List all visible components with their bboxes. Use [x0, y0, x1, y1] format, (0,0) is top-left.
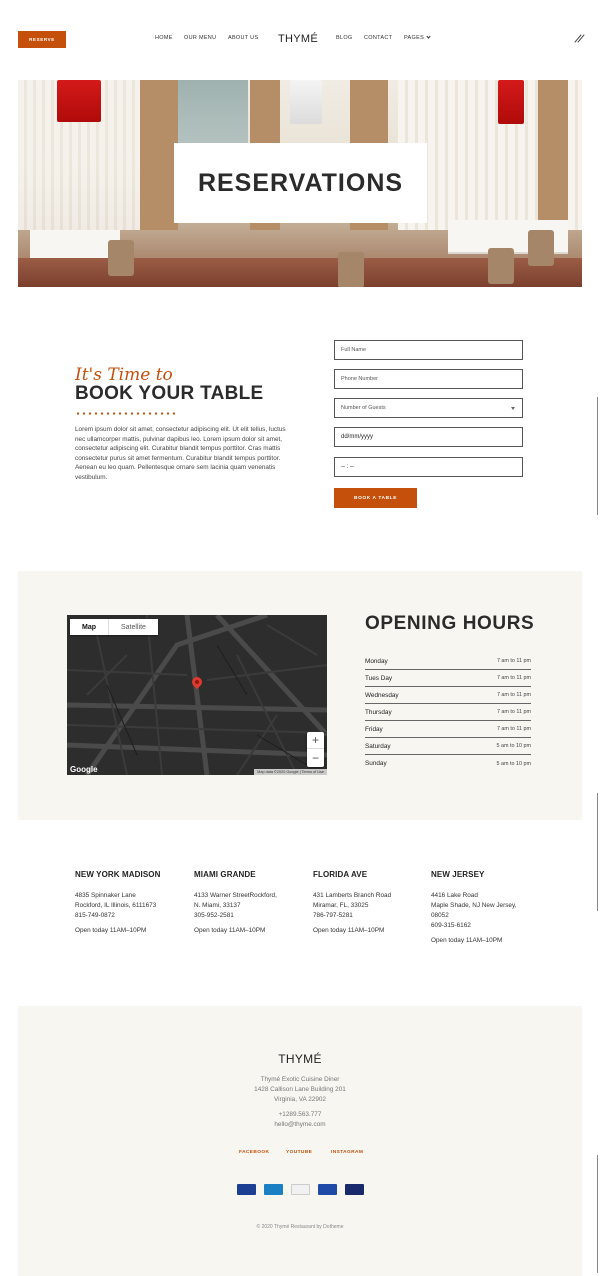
hours-row	[365, 721, 531, 738]
nav-contact[interactable]: CONTACT	[364, 35, 393, 41]
nav-our-menu[interactable]: OUR MENU	[184, 35, 217, 41]
footer-address: 1428 Callison Lane Building 201	[254, 1086, 346, 1093]
booking-title: BOOK YOUR TABLE	[75, 383, 264, 404]
opening-hours-title: OPENING HOURS	[365, 613, 535, 634]
zoom-out-button[interactable]: −	[311, 750, 319, 765]
location-address: N. Miami, 33137	[194, 902, 241, 909]
location-address: 08052	[431, 912, 449, 919]
location-phone[interactable]: 305-952-2581	[194, 912, 234, 919]
book-table-button[interactable]: BOOK A TABLE	[334, 488, 417, 508]
map-zoom-control	[307, 732, 324, 767]
location-name: MIAMI GRANDE	[194, 870, 256, 879]
hours-day: Tues Day	[365, 674, 393, 682]
location-new-york	[75, 870, 185, 934]
location-phone[interactable]: 786-797-5281	[313, 912, 353, 919]
hours-day: Wednesday	[365, 691, 399, 699]
hours-time: 7 am to 11 pm	[496, 658, 531, 664]
nav-blog[interactable]: BLOG	[336, 35, 353, 41]
google-logo: Google	[70, 765, 98, 774]
hours-time: 7 am to 11 pm	[496, 675, 531, 681]
hours-row	[365, 755, 531, 772]
hours-time: 7 am to 11 pm	[496, 726, 531, 732]
hours-row	[365, 704, 531, 721]
location-new-jersey	[431, 870, 541, 944]
time-input[interactable]: -- : --	[334, 457, 523, 477]
discover-card-icon	[291, 1184, 310, 1195]
payment-cards	[237, 1184, 372, 1195]
booking-description: Lorem ipsum dolor sit amet, consectetur adipiscing elit. Ut elit tellus, luctus nec ullamcorper mattis, pulvinar dapibus leo. Lorem ipsum dolor sit amet, consectetur adipiscing elit. Curabitur blandit tempus porttitor. Cras mattis consectetur purus sit amet fermentum. Curabitur blandit tempus porttitor. Aenean eu leo quam. Pellentesque ornare sem lacinia quam venenatis vestibulum.	[75, 426, 286, 481]
main-nav	[0, 33, 600, 45]
amex-card-icon	[264, 1184, 283, 1195]
map-tab-satellite[interactable]: Satellite	[121, 623, 146, 631]
location-phone[interactable]: 815-749-0872	[75, 912, 115, 919]
guests-select[interactable]: Number of Guests	[334, 398, 523, 418]
location-address: 4835 Spinnaker Lane	[75, 892, 136, 899]
scroll-indicator	[597, 793, 598, 911]
location-address: 4416 Lake Road	[431, 892, 478, 899]
footer-brand[interactable]: THYMÉ	[278, 1052, 322, 1066]
youtube-link[interactable]: YOUTUBE	[286, 1150, 313, 1155]
hours-day: Monday	[365, 657, 388, 665]
hero-pillar	[140, 80, 178, 230]
hours-row	[365, 653, 531, 670]
facebook-link[interactable]: FACEBOOK	[239, 1150, 270, 1155]
location-address: Rockford, IL Illinois, 6111673	[75, 902, 157, 909]
location-miami	[194, 870, 304, 934]
hours-day: Sunday	[365, 760, 387, 767]
hours-day: Friday	[365, 725, 383, 733]
location-phone[interactable]: 609-315-6162	[431, 922, 471, 929]
hero-red-lamp	[57, 80, 101, 122]
hours-row	[365, 738, 531, 755]
hero-chair	[488, 248, 514, 284]
mastercard-card-icon	[345, 1184, 364, 1195]
google-map[interactable]	[67, 615, 327, 775]
brand-logo[interactable]: THYMÉ	[278, 33, 318, 45]
location-open-hours: Open today 11AM–10PM	[431, 937, 503, 944]
hamburger-diagonal-icon[interactable]	[574, 34, 584, 43]
location-open-hours: Open today 11AM–10PM	[194, 927, 266, 934]
location-address: Maple Shade, NJ New Jersey,	[431, 902, 517, 909]
hours-time: 7 am to 11 pm	[496, 692, 531, 698]
footer-address: Thymé Exotic Cuisine Diner	[260, 1076, 340, 1083]
footer-address: Virginia, VA 22902	[274, 1096, 326, 1103]
instagram-link[interactable]: INSTAGRAM	[331, 1150, 364, 1155]
hours-day: Thursday	[365, 708, 392, 716]
nav-home[interactable]: HOME	[155, 35, 173, 41]
hours-time: 7 am to 11 pm	[496, 709, 531, 715]
hours-table	[365, 653, 531, 772]
location-address: 431 Lamberts Branch Road	[313, 892, 392, 899]
location-name: FLORIDA AVE	[313, 870, 368, 879]
booking-script-title: It's Time to	[75, 365, 173, 385]
full-name-input[interactable]: Full Name	[334, 340, 523, 360]
nav-pages[interactable]	[404, 35, 430, 41]
location-name: NEW JERSEY	[431, 870, 485, 879]
date-input[interactable]: dd/mm/yyyy	[334, 427, 523, 447]
nav-about-us[interactable]: ABOUT US	[228, 35, 259, 41]
location-open-hours: Open today 11AM–10PM	[313, 927, 385, 934]
scroll-indicator	[597, 1155, 598, 1273]
copyright: © 2020 Thymé Restaurant by Dotheme	[256, 1224, 344, 1230]
scroll-indicator	[597, 397, 598, 515]
hours-row	[365, 670, 531, 687]
location-open-hours: Open today 11AM–10PM	[75, 927, 147, 934]
hero-chair	[528, 230, 554, 266]
hours-day: Saturday	[365, 742, 391, 750]
footer	[18, 1006, 582, 1276]
location-name: NEW YORK MADISON	[75, 870, 161, 879]
footer-phone[interactable]: +1289.563.777	[278, 1111, 322, 1118]
hero-pillar	[538, 80, 568, 230]
hours-time: 5 am to 10 pm	[496, 743, 531, 749]
reserve-button[interactable]: RESERVE	[18, 31, 66, 48]
location-address: Miramar, FL, 33025	[313, 902, 369, 909]
phone-number-input[interactable]: Phone Number	[334, 369, 523, 389]
location-address: 4133 Warner StreetRockford,	[194, 892, 277, 899]
page-title: RESERVATIONS	[197, 168, 404, 197]
hero-chair	[338, 252, 364, 287]
footer-email[interactable]: hello@thyme.com	[274, 1121, 326, 1128]
map-type-tabs	[70, 619, 158, 635]
hours-row	[365, 687, 531, 704]
hero-white-lamp	[290, 80, 322, 124]
hero-title-card	[174, 143, 427, 223]
dotted-divider	[75, 412, 177, 415]
hero-chair	[108, 240, 134, 276]
map-roads	[67, 615, 327, 775]
map-tab-map[interactable]: Map	[70, 619, 109, 635]
hours-time: 5 am to 10 pm	[496, 760, 531, 767]
jcb-card-icon	[318, 1184, 337, 1195]
location-florida	[313, 870, 423, 934]
map-attribution[interactable]: Map data ©2020 Google | Terms of Use	[254, 769, 327, 775]
chevron-down-icon	[426, 34, 430, 38]
maestro-card-icon	[237, 1184, 256, 1195]
hero-red-lamp	[498, 80, 524, 124]
nav-pages-label: PAGES	[404, 35, 425, 41]
zoom-in-button[interactable]: +	[307, 732, 324, 749]
